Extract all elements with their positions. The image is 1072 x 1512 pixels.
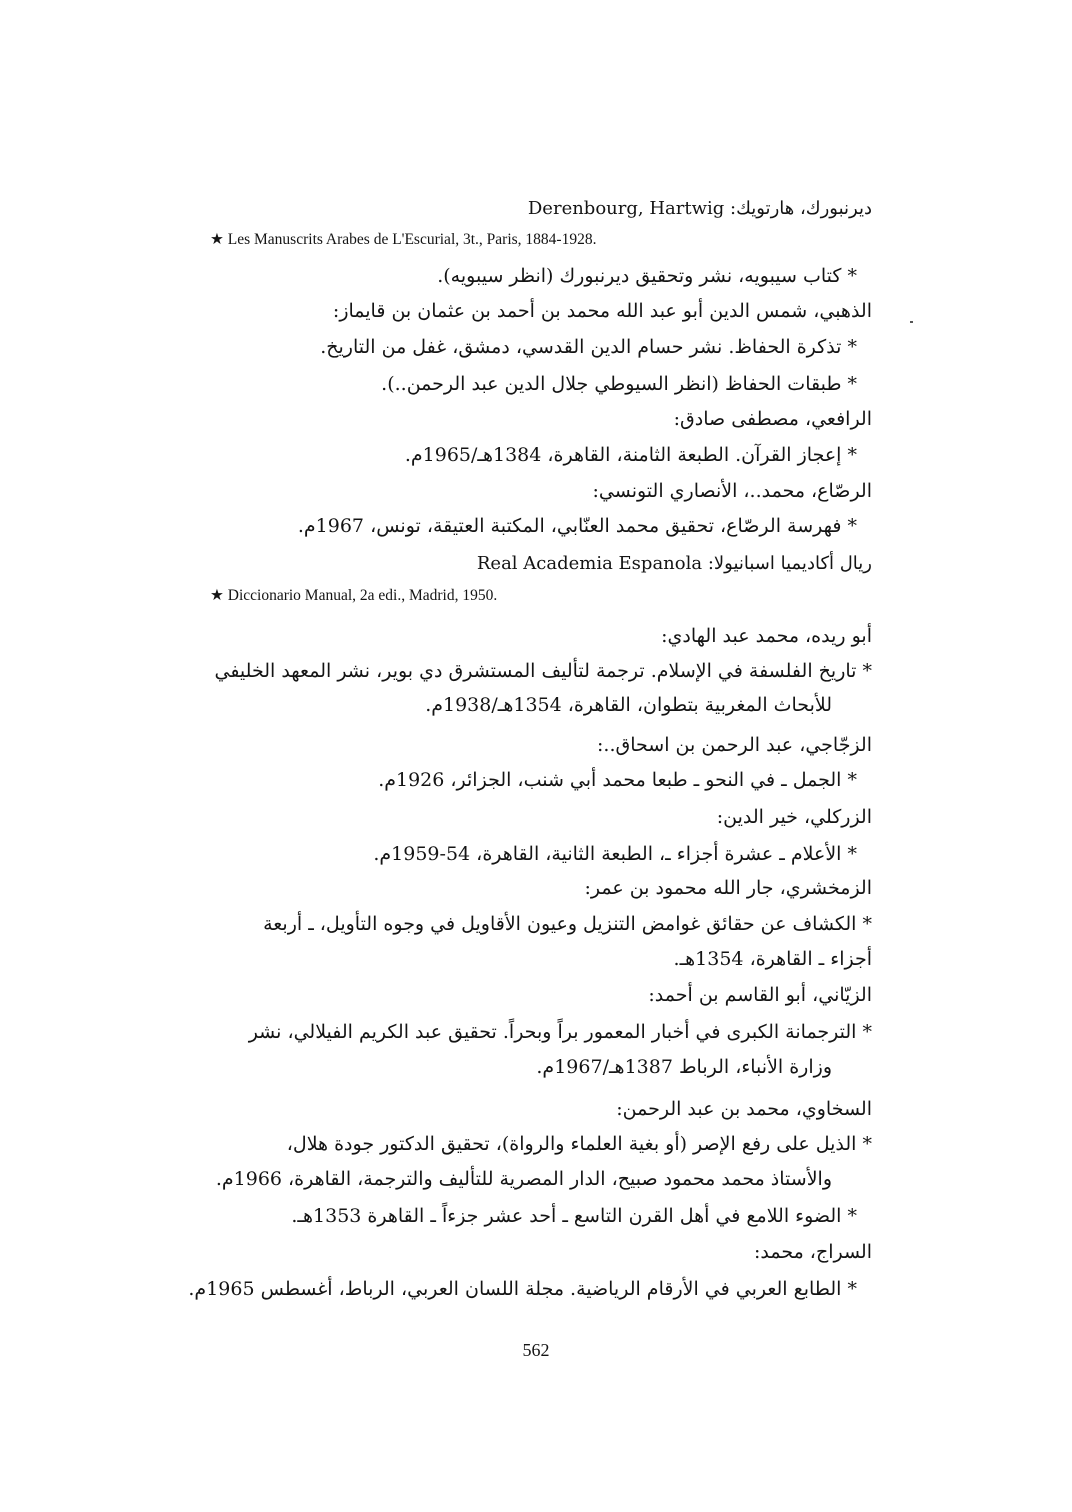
- author-heading: الذهبي، شمس الدين أبو عبد الله محمد بن أحمد بن عثمان بن قايماز:: [332, 300, 872, 322]
- bibliography-entry: * طبقات الحفاظ (انظر السيوطي جلال الدين عبد الرحمن..).: [381, 373, 857, 395]
- latin-entry-diccionario: ★ Diccionario Manual, 2a edi., Madrid, 1950.: [210, 587, 498, 604]
- scan-speck: [910, 321, 913, 323]
- author-heading: الزركلي، خير الدين:: [716, 806, 872, 828]
- bibliography-entry-continuation: أجزاء ـ القاهرة، 1354هـ.: [673, 948, 872, 970]
- author-heading: الرافعي، مصطفى صادق:: [673, 408, 872, 430]
- author-heading: الزمخشري، جار الله محمود بن عمر:: [584, 877, 872, 899]
- author-heading-derenbourg: ديرنبورك، هارتويك: Derenbourg, Hartwig: [527, 198, 872, 219]
- bibliography-entry: * الضوء اللامع في أهل القرن التاسع ـ أحد عشر جزءاً ـ القاهرة 1353هـ.: [291, 1205, 857, 1227]
- author-heading-real-academia: ريال أكاديميا اسبانيولا: Real Academia Espanola: [476, 553, 872, 574]
- bibliography-entry: * الكشاف عن حقائق غوامض التنزيل وعيون الأقاويل في وجوه التأويل، ـ أربعة: [263, 913, 872, 935]
- bibliography-entry: * إعجاز القرآن. الطبعة الثامنة، القاهرة، 1384هـ/1965م.: [404, 444, 857, 466]
- bibliography-entry: * الأعلام ـ عشرة أجزاء ـ، الطبعة الثانية، القاهرة، 54-1959م.: [373, 843, 857, 865]
- author-heading: السراج، محمد:: [753, 1241, 872, 1263]
- bibliography-entry: * الترجمانة الكبرى في أخبار المعمور براً وبحراً. تحقيق عبد الكريم الفيلالي، نشر: [248, 1021, 872, 1043]
- bibliography-entry: * الذيل على رفع الإصر (أو بغية العلماء والرواة)، تحقيق الدكتور جودة هلال،: [286, 1133, 872, 1155]
- author-heading: الرصّاع، محمد..، الأنصاري التونسي:: [592, 480, 872, 502]
- bibliography-entry-continuation: وزارة الأنباء، الرباط 1387هـ/1967م.: [536, 1056, 832, 1078]
- latin-entry-escurial: ★ Les Manuscrits Arabes de L'Escurial, 3t., Paris, 1884-1928.: [210, 231, 597, 248]
- page-number: 562: [522, 1340, 550, 1360]
- bibliography-entry-continuation: والأستاذ محمد محمود صبيح، الدار المصرية للتأليف والترجمة، القاهرة، 1966م.: [215, 1168, 832, 1190]
- bibliography-entry: * الطابع العربي في الأرقام الرياضية. مجلة اللسان العربي، الرباط، أغسطس 1965م.: [188, 1278, 857, 1300]
- bibliography-entry: * تذكرة الحفاظ. نشر حسام الدين القدسي، دمشق، غفل من التاريخ.: [320, 336, 857, 358]
- author-heading: الزيّاني، أبو القاسم بن أحمد:: [648, 984, 872, 1006]
- bibliography-entry: * فهرسة الرصّاع، تحقيق محمد العنّابي، المكتبة العتيقة، تونس، 1967م.: [297, 515, 857, 537]
- author-heading: أبو ريده، محمد عبد الهادي:: [661, 625, 872, 647]
- author-heading: الزجّاجي، عبد الرحمن بن اسحاق..:: [597, 734, 872, 756]
- bibliography-entry: * تاريخ الفلسفة في الإسلام. ترجمة لتأليف المستشرق دي بوير، نشر المعهد الخليفي: [214, 660, 872, 682]
- bibliography-entry: * كتاب سيبويه، نشر وتحقيق ديرنبورك (انظر سيبويه).: [437, 265, 857, 287]
- author-heading: السخاوي، محمد بن عبد الرحمن:: [616, 1098, 872, 1120]
- bibliography-entry-continuation: للأبحاث المغربية بتطوان، القاهرة، 1354هـ/1938م.: [425, 694, 832, 716]
- bibliography-entry: * الجمل ـ في النحو ـ طبعا محمد أبي شنب، الجزائر، 1926م.: [378, 769, 857, 791]
